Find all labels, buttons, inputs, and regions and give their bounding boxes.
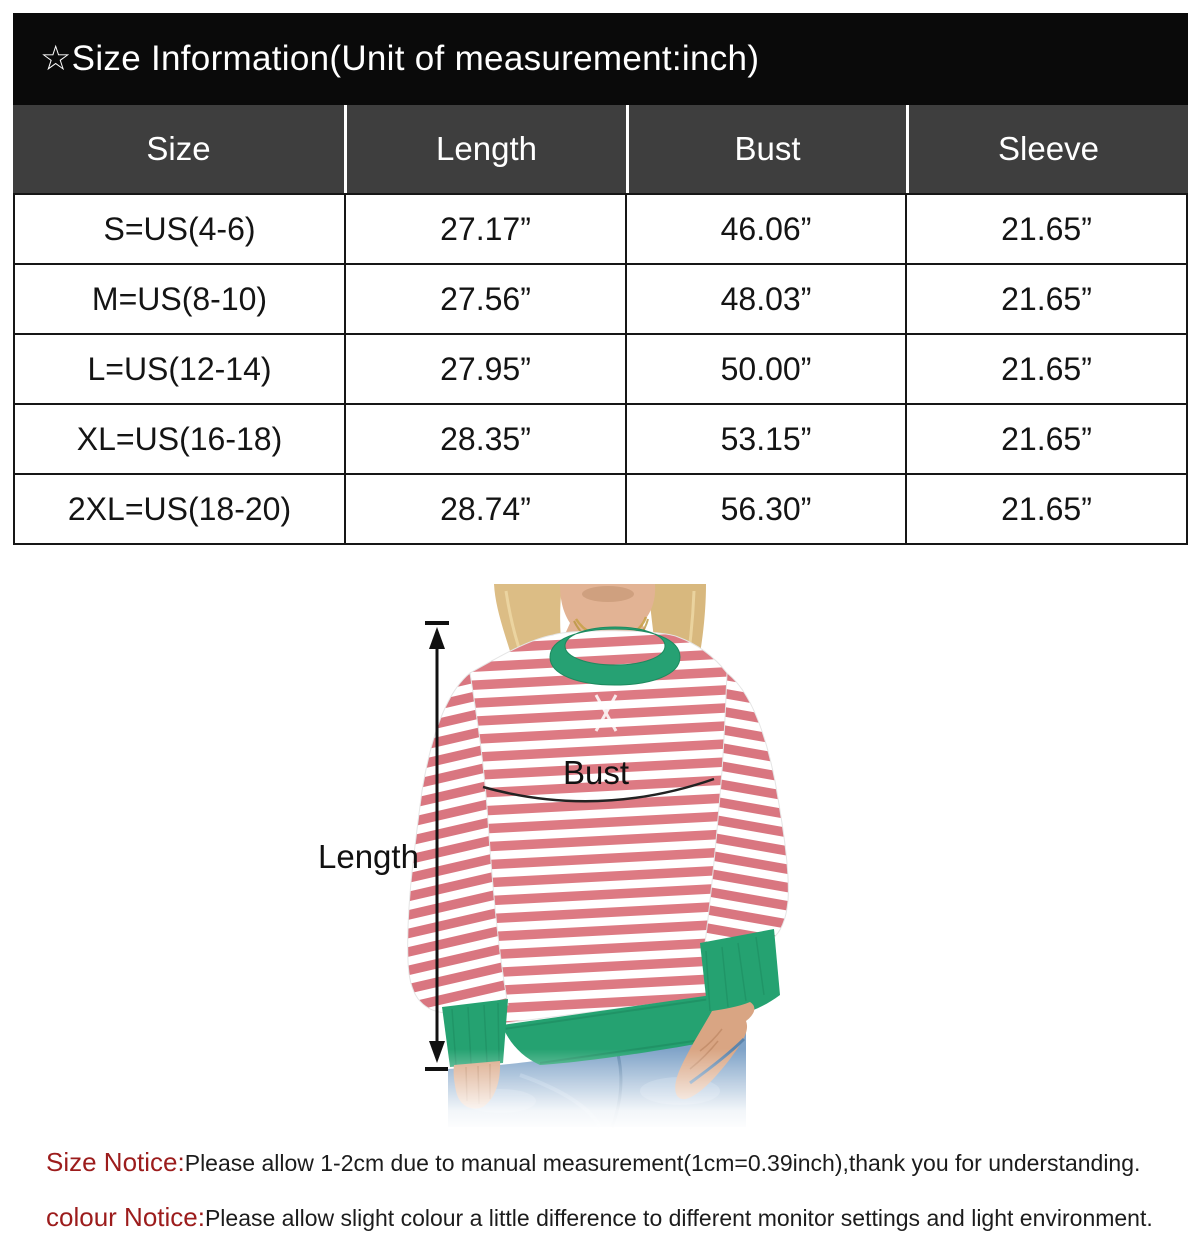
cell-sleeve: 21.65” xyxy=(905,195,1186,263)
cell-size: S=US(4-6) xyxy=(103,210,256,247)
cell-bust: 46.06” xyxy=(625,195,905,263)
cell-bust: 48.03” xyxy=(625,265,905,333)
colour-notice xyxy=(46,1202,1200,1233)
column-header-bust: Bust xyxy=(626,105,906,193)
notices xyxy=(46,1147,1200,1233)
page-title: ☆Size Information(Unit of measurement:inch) xyxy=(40,39,760,78)
table-row xyxy=(15,263,1186,333)
cell-sleeve: 21.65” xyxy=(905,335,1186,403)
cell-bust: 53.15” xyxy=(625,405,905,473)
right-cuff xyxy=(700,929,780,1017)
table-row xyxy=(15,473,1186,543)
colour-notice-label: colour Notice: xyxy=(46,1202,205,1232)
table-body xyxy=(13,193,1188,545)
cell-bust: 50.00” xyxy=(625,335,905,403)
chin-shadow xyxy=(582,586,634,602)
cell-length: 27.56” xyxy=(344,265,625,333)
cell-length: 28.74” xyxy=(344,475,625,543)
cell-sleeve: 21.65” xyxy=(905,405,1186,473)
cell-bust: 56.30” xyxy=(625,475,905,543)
size-notice-text: Please allow 1-2cm due to manual measurement(1cm=0.39inch),thank you for understanding. xyxy=(184,1150,1141,1176)
table-row xyxy=(15,333,1186,403)
bust-label: Bust xyxy=(563,754,630,791)
column-header-length: Length xyxy=(344,105,626,193)
cell-size: M=US(8-10) xyxy=(91,280,268,317)
column-header-size: Size xyxy=(146,130,211,167)
sweatshirt-torso xyxy=(470,631,735,1023)
model-illustration xyxy=(0,561,1200,1131)
measurement-diagram xyxy=(0,561,1200,1131)
length-label: Length xyxy=(318,838,419,875)
table-row xyxy=(15,193,1186,263)
title-bar xyxy=(13,13,1188,105)
size-notice xyxy=(46,1147,1200,1178)
length-bottom-tick xyxy=(425,1067,448,1071)
photo-fade xyxy=(400,1049,800,1131)
column-header-sleeve: Sleeve xyxy=(906,105,1188,193)
cell-sleeve: 21.65” xyxy=(905,475,1186,543)
cell-size: L=US(12-14) xyxy=(87,350,272,387)
colour-notice-text: Please allow slight colour a little difference to different monitor settings and light environment. xyxy=(204,1205,1153,1231)
cell-size: 2XL=US(18-20) xyxy=(67,490,292,527)
cell-size: XL=US(16-18) xyxy=(76,420,283,457)
size-notice-label: Size Notice: xyxy=(46,1147,185,1177)
table-row xyxy=(15,403,1186,473)
size-table-sheet xyxy=(13,13,1188,545)
length-top-tick xyxy=(425,621,449,625)
cell-length: 28.35” xyxy=(344,405,625,473)
cell-length: 27.95” xyxy=(344,335,625,403)
cell-sleeve: 21.65” xyxy=(905,265,1186,333)
cell-length: 27.17” xyxy=(344,195,625,263)
table-header-row xyxy=(13,105,1188,193)
